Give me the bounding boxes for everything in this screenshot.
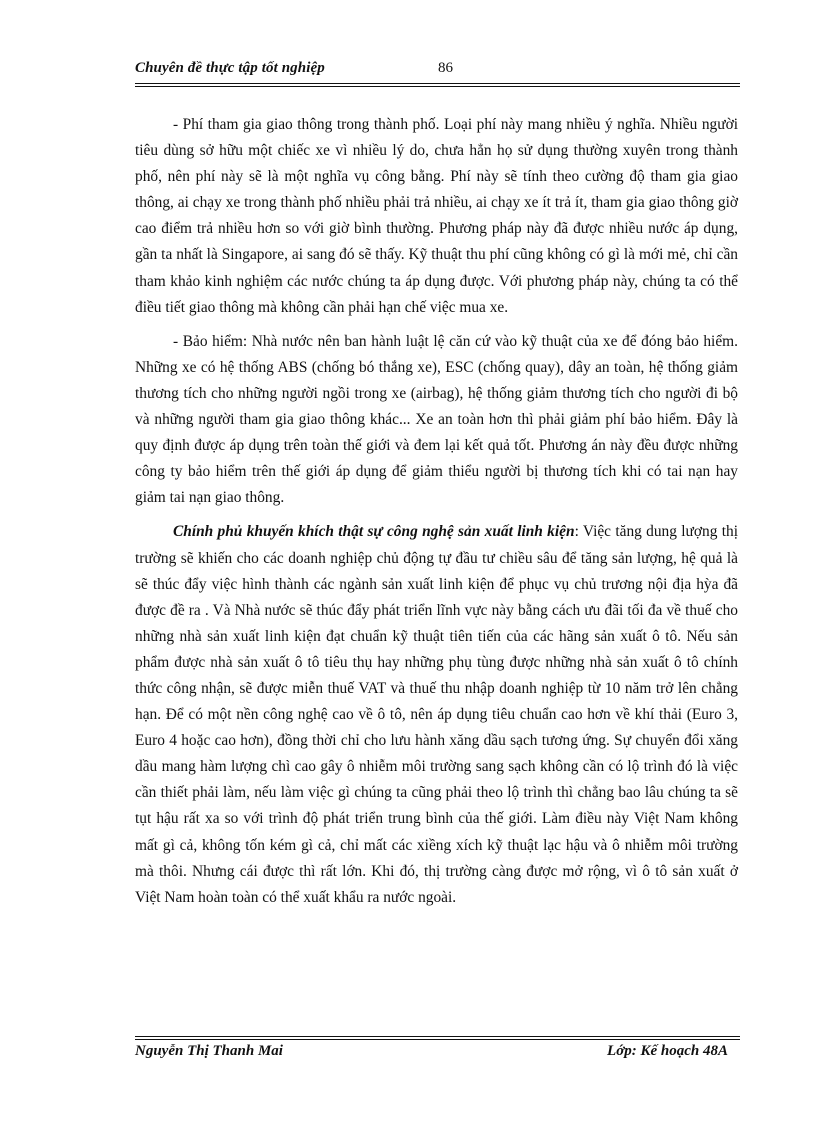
paragraph-lead-heading: Chính phủ khuyến khích thật sự công nghệ sản xuất linh kiện (173, 523, 575, 541)
page-header (135, 58, 740, 84)
paragraph-text: : Việc tăng dung lượng thị trường sẽ khiến cho các doanh nghiệp chủ động tự đầu tư chiều sâu để tăng sản lượng, hệ quả là sẽ thúc đẩy việc hình thành các ngành sản xuất linh kiện để phục vụ chủ trương nội địa hỳa đã được đề ra . Và Nhà nước sẽ thúc đẩy phát triển lĩnh vực này bằng cách ưu đãi tối đa về thuế cho những nhà sản xuất linh kiện đạt chuẩn kỹ thuật tiên tiến của các hãng sản xuất ô tô. Nếu sản phẩm được nhà sản xuất ô tô tiêu thụ hay những phụ tùng được những nhà sản xuất ô tô chính thức công nhận, sẽ được miễn thuế VAT và thuế thu nhập doanh nghiệp từ 10 năm trở lên chẳng hạn. Để có một nền công nghệ cao về ô tô, nên áp dụng tiêu chuẩn cao hơn về khí thải (Euro 3, Euro 4 hoặc cao hơn), đồng thời chỉ cho lưu hành xăng dầu sạch tương ứng. Sự chuyển đổi xăng dầu mang hàm lượng chì cao gây ô nhiễm môi trường sang sạch không cần có lộ trình đó là việc cần thiết phải làm, nếu làm việc gì chúng ta cũng phải theo lộ trình thì chẳng bao lâu chúng ta sẽ tụt hậu rất xa so với trình độ phát triển trung bình của thế giới. Làm điều này Việt Nam không mất gì cả, không tốn kém gì cả, chỉ mất các xiềng xích kỹ thuật lạc hậu và ô nhiễm môi trường mà thôi. Nhưng cái được thì rất lớn. Khi đó, thị trường càng được mở rộng, vì ô tô sản xuất ở Việt Nam hoàn toàn có thể xuất khẩu ra nước ngoài. (135, 523, 739, 906)
page-footer (135, 1041, 740, 1065)
header-rule (135, 83, 740, 84)
page-number: 86 (438, 60, 453, 76)
class-label: Lớp: Kế hoạch 48A (607, 1043, 728, 1059)
author-name: Nguyễn Thị Thanh Mai (135, 1043, 283, 1059)
page-body (135, 112, 738, 919)
paragraph-text: - Phí tham gia giao thông trong thành phố. Loại phí này mang nhiều ý nghĩa. Nhiều người tiêu dùng sở hữu một chiếc xe vì nhiều lý do, chưa hẳn họ sử dụng thường xuyên trong thành phố, nên phí này sẽ là một nghĩa vụ công bằng. Phí này sẽ tính theo cường độ tham gia giao thông, ai chạy xe trong thành phố nhiều phải trả nhiều, ai chạy xe ít trả ít, tham gia giao thông giờ cao điểm trả nhiều hơn so với giờ bình thường. Phương pháp này đã được nhiều nước áp dụng, gần ta nhất là Singapore, ai sang đó sẽ thấy. Kỹ thuật thu phí cũng không có gì là mới mẻ, chỉ cần tham khảo kinh nghiệm các nước chúng ta áp dụng được. Với phương pháp này, chúng ta có thể điều tiết giao thông mà không cần phải hạn chế việc mua xe. (135, 116, 738, 316)
paragraph-text: - Bảo hiểm: Nhà nước nên ban hành luật lệ căn cứ vào kỹ thuật của xe để đóng bảo hiểm. Những xe có hệ thống ABS (chống bó thắng xe), ESC (chống quay), dây an toàn, hệ thống giảm thương tích cho những người ngồi trong xe (airbag), hệ thống giảm thương tích cho người đi bộ và những người tham gia giao thông khác... Xe an toàn hơn thì phải giảm phí bảo hiểm. Đây là quy định được áp dụng trên toàn thế giới và đem lại kết quả tốt. Phương án này đều được những công ty bảo hiểm trên thế giới áp dụng để giảm thiểu người bị thương tích khi có tai nạn hay giảm tai nạn giao thông. (135, 332, 738, 507)
paragraph-traffic-fee (135, 112, 738, 321)
paragraph-component-industry (135, 519, 738, 910)
footer-rule (135, 1039, 740, 1040)
header-rule-thin (135, 86, 740, 87)
paragraph-insurance (135, 329, 738, 512)
document-title: Chuyên đề thực tập tốt nghiệp (135, 60, 325, 76)
footer-rule-thin (135, 1036, 740, 1037)
